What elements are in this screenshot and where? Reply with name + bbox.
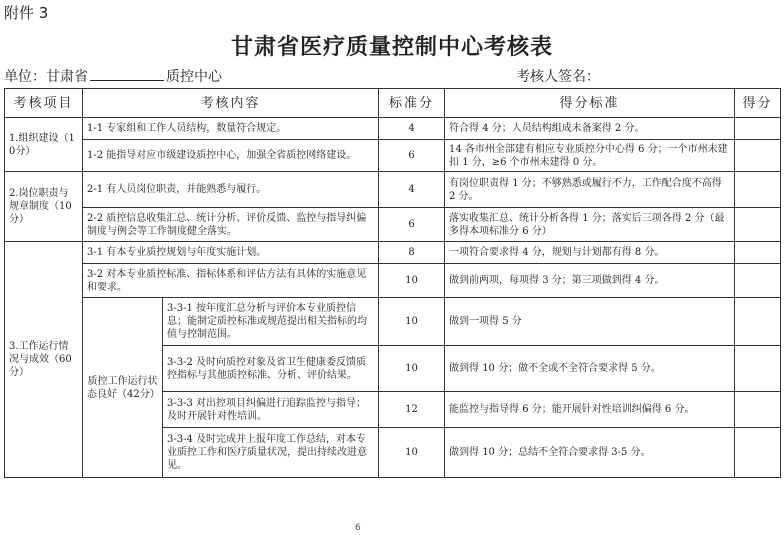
section-title: 1.组织建设（10分） bbox=[5, 118, 83, 172]
table-row bbox=[5, 118, 781, 140]
row-score: 6 bbox=[379, 208, 445, 242]
row-content: 3-3-3 对出控项目纠偏进行追踪监控与指导；及时开展针对性培训。 bbox=[163, 392, 379, 428]
unit-label: 单位：甘肃省 bbox=[4, 69, 88, 85]
row-content: 3-1 有本专业质控规划与年度实施计划。 bbox=[83, 242, 379, 264]
header-criteria: 得分标准 bbox=[445, 89, 735, 118]
score-cell[interactable] bbox=[735, 172, 781, 208]
row-criteria: 符合得 4 分；人员结构组成未备案得 2 分。 bbox=[445, 118, 735, 140]
row-content: 3-3-2 及时向质控对象及省卫生健康委反馈质控指标与其他质控标准、分析、评价结果。 bbox=[163, 346, 379, 392]
signer-label: 考核人签名： bbox=[516, 69, 600, 85]
row-content: 2-2 质控信息收集汇总、统计分析、评价反馈、监控与指导纠偏制度与例会等工作制度健全落实。 bbox=[83, 208, 379, 242]
score-cell[interactable] bbox=[735, 118, 781, 140]
score-cell[interactable] bbox=[735, 242, 781, 264]
row-criteria: 一项符合要求得 4 分，规划与计划都有得 8 分。 bbox=[445, 242, 735, 264]
row-score: 10 bbox=[379, 264, 445, 298]
row-content: 1-1 专家组和工作人员结构，数量符合规定。 bbox=[83, 118, 379, 140]
row-content: 1-2 能指导对应市级建设质控中心，加强全省质控网络建设。 bbox=[83, 140, 379, 172]
row-criteria: 做到得 10 分；做不全或不全符合要求得 5 分。 bbox=[445, 346, 735, 392]
section-title: 2.岗位职责与规章制度（10分） bbox=[5, 172, 83, 242]
table-header-row bbox=[5, 89, 781, 118]
score-cell[interactable] bbox=[735, 298, 781, 346]
row-criteria: 做到得 10 分；总结不全符合要求得 3-5 分。 bbox=[445, 428, 735, 478]
row-content: 3-2 对本专业质控标准、指标体系和评估方法有具体的实施意见和要求。 bbox=[83, 264, 379, 298]
row-score: 10 bbox=[379, 346, 445, 392]
assessment-table bbox=[4, 88, 781, 478]
row-score: 10 bbox=[379, 428, 445, 478]
row-criteria: 14 各市州全部建有相应专业质控分中心得 6 分；一个市州未建扣 1 分，≥6 个市州未建得 0 分。 bbox=[445, 140, 735, 172]
score-cell[interactable] bbox=[735, 264, 781, 298]
score-cell[interactable] bbox=[735, 392, 781, 428]
table-row bbox=[5, 208, 781, 242]
row-score: 12 bbox=[379, 392, 445, 428]
row-score: 10 bbox=[379, 298, 445, 346]
row-criteria: 落实收集汇总、统计分析各得 1 分；落实后三项各得 2 分（最多得本项标准分 6 分） bbox=[445, 208, 735, 242]
table-row bbox=[5, 172, 781, 208]
row-score: 4 bbox=[379, 172, 445, 208]
page-number: 6 bbox=[355, 523, 361, 533]
header-content: 考核内容 bbox=[83, 89, 379, 118]
row-score: 8 bbox=[379, 242, 445, 264]
table-row bbox=[5, 298, 781, 346]
header-result: 得分 bbox=[735, 89, 781, 118]
row-score: 6 bbox=[379, 140, 445, 172]
score-cell[interactable] bbox=[735, 208, 781, 242]
unit-blank bbox=[90, 66, 164, 81]
row-criteria: 做到一项得 5 分 bbox=[445, 298, 735, 346]
score-cell[interactable] bbox=[735, 428, 781, 478]
row-criteria: 做到前两项，每项得 3 分；第三项做到得 4 分。 bbox=[445, 264, 735, 298]
row-content: 2-1 有人员岗位职责，并能熟悉与履行。 bbox=[83, 172, 379, 208]
signer-line bbox=[516, 66, 640, 86]
table-row bbox=[5, 242, 781, 264]
row-content: 3-3-1 按年度汇总分析与评价本专业质控信息；能制定质控标准或规范提出相关指标的均值与控制范围。 bbox=[163, 298, 379, 346]
score-cell[interactable] bbox=[735, 140, 781, 172]
section-title: 3.工作运行情况与成效（60分） bbox=[5, 242, 83, 478]
row-content: 3-3-4 及时完成并上报年度工作总结，对本专业质控工作和医疗质量状况，提出持续改进意见。 bbox=[163, 428, 379, 478]
header-item: 考核项目 bbox=[5, 89, 83, 118]
score-cell[interactable] bbox=[735, 346, 781, 392]
page-title: 甘肃省医疗质量控制中心考核表 bbox=[230, 34, 553, 60]
header-score: 标准分 bbox=[379, 89, 445, 118]
attachment-label: 附件 3 bbox=[4, 4, 49, 22]
unit-suffix: 质控中心 bbox=[166, 69, 222, 85]
unit-line bbox=[4, 66, 222, 86]
row-score: 4 bbox=[379, 118, 445, 140]
row-criteria: 有岗位职责得 1 分；不够熟悉或履行不力，工作配合度不高得 2 分。 bbox=[445, 172, 735, 208]
subsection-title: 质控工作运行状态良好（42分） bbox=[83, 298, 163, 478]
row-criteria: 能监控与指导得 6 分；能开展针对性培训纠偏得 6 分。 bbox=[445, 392, 735, 428]
table-row bbox=[5, 140, 781, 172]
table-row bbox=[5, 264, 781, 298]
